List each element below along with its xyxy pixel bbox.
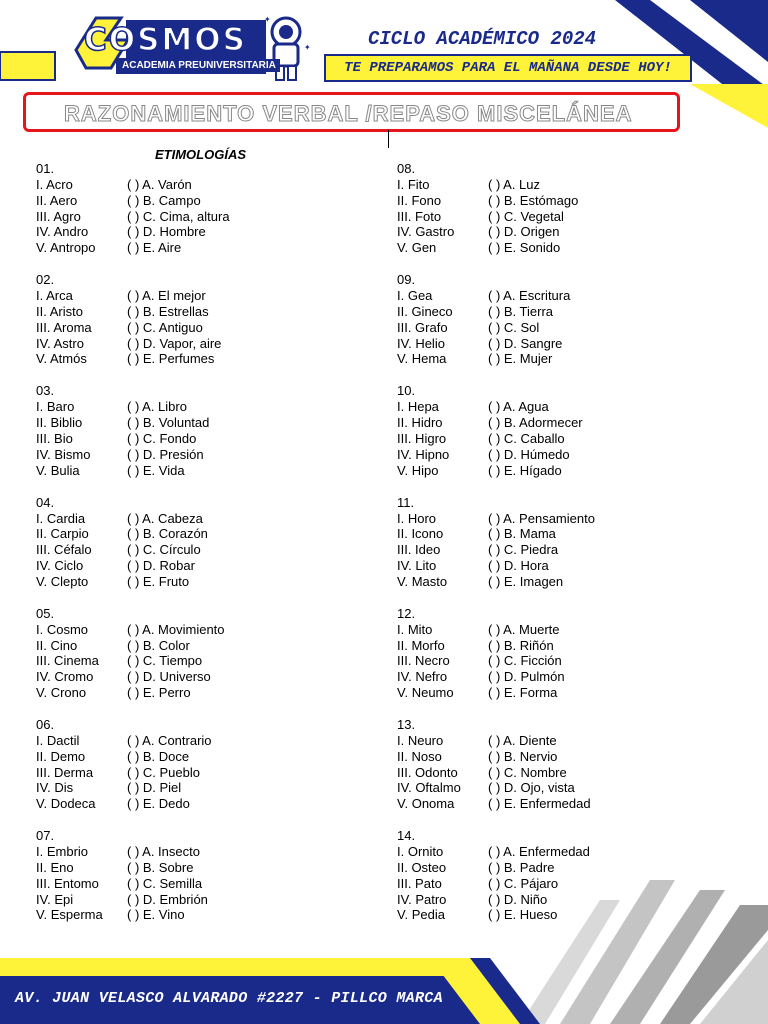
question-number: 03.	[36, 383, 55, 399]
page-title-box	[23, 92, 680, 132]
meaning-option: ( ) D. Presión	[127, 446, 204, 462]
etymology-term: III. Odonto	[397, 764, 458, 780]
logo-subtitle: ACADEMIA PREUNIVERSITARIA	[118, 59, 280, 72]
question-block	[36, 383, 366, 478]
etymology-term: V. Gen	[397, 240, 437, 256]
meaning-option: ( ) E. Enfermedad	[488, 796, 591, 812]
etymology-term: III. Foto	[397, 208, 442, 224]
meaning-option: ( ) D. Ojo, vista	[488, 780, 575, 796]
etymology-term: IV. Hipno	[397, 446, 450, 462]
etymology-term: I. Baro	[36, 399, 75, 415]
match-row	[397, 733, 727, 749]
question-block	[397, 717, 727, 812]
meaning-option: ( ) B. Nervio	[488, 748, 558, 764]
etymology-term: V. Bulia	[36, 462, 80, 478]
match-row	[397, 399, 727, 415]
meaning-option: ( ) C. Cima, altura	[127, 208, 230, 224]
etymology-term: III. Grafo	[397, 319, 448, 335]
match-row	[36, 749, 366, 765]
match-row	[36, 796, 366, 812]
match-row	[397, 685, 727, 701]
match-row	[397, 224, 727, 240]
question-block	[397, 383, 727, 478]
etymology-term: II. Hidro	[397, 415, 443, 431]
match-row	[36, 558, 366, 574]
etymology-term: V. Pedia	[397, 907, 445, 923]
match-row	[36, 622, 366, 638]
match-row	[36, 288, 366, 304]
etymology-term: III. Entomo	[36, 875, 99, 891]
etymology-term: III. Pato	[397, 875, 442, 891]
meaning-option: ( ) D. Húmedo	[488, 446, 570, 462]
etymology-term: IV. Ciclo	[36, 557, 84, 573]
match-row	[397, 463, 727, 479]
etymology-term: III. Aroma	[36, 319, 92, 335]
meaning-option: ( ) C. Ficción	[488, 653, 562, 669]
etymology-term: I. Cardia	[36, 510, 86, 526]
match-row	[397, 876, 727, 892]
meaning-option: ( ) D. Robar	[127, 557, 195, 573]
question-block	[397, 606, 727, 701]
etymology-term: II. Carpio	[36, 526, 89, 542]
match-row	[36, 780, 366, 796]
meaning-option: ( ) E. Fruto	[127, 573, 190, 589]
match-row	[36, 526, 366, 542]
etymology-term: IV. Dis	[36, 780, 74, 796]
etymology-term: V. Hipo	[397, 462, 439, 478]
question-number: 02.	[36, 272, 55, 288]
etymology-term: IV. Patro	[397, 891, 447, 907]
meaning-option: ( ) D. Niño	[488, 891, 548, 907]
meaning-option: ( ) C. Pueblo	[127, 764, 200, 780]
match-row	[397, 860, 727, 876]
etymology-term: II. Demo	[36, 748, 86, 764]
match-row	[397, 844, 727, 860]
etymology-term: IV. Lito	[397, 557, 437, 573]
slogan-text: TE PREPARAMOS PARA EL MAÑANA DESDE HOY!	[344, 60, 672, 76]
meaning-option: ( ) A. Diente	[488, 733, 557, 748]
match-row	[36, 209, 366, 225]
match-row	[397, 240, 727, 256]
academic-cycle-label: CICLO ACADÉMICO 2024	[368, 28, 597, 50]
question-block	[36, 828, 366, 923]
match-row	[36, 511, 366, 527]
question-number: 05.	[36, 605, 55, 621]
match-row	[36, 733, 366, 749]
meaning-option: ( ) D. Hombre	[127, 224, 206, 240]
etymology-term: IV. Astro	[36, 335, 84, 351]
question-block	[36, 495, 366, 590]
meaning-option: ( ) E. Hueso	[488, 907, 558, 923]
meaning-option: ( ) B. Padre	[488, 859, 555, 875]
meaning-option: ( ) B. Tierra	[488, 303, 554, 319]
etymology-term: II. Osteo	[397, 859, 447, 875]
match-row	[36, 415, 366, 431]
etymology-term: II. Fono	[397, 192, 442, 208]
etymology-term: II. Aristo	[36, 303, 83, 319]
etymology-term: II. Morfo	[397, 637, 445, 653]
etymology-term: I. Acro	[36, 177, 73, 192]
etymology-term: II. Biblio	[36, 415, 83, 431]
meaning-option: ( ) A. Enfermedad	[488, 844, 590, 860]
etymology-term: I. Neuro	[397, 733, 444, 748]
match-row	[397, 669, 727, 685]
meaning-option: ( ) B. Campo	[127, 192, 201, 208]
etymology-term: II. Cino	[36, 637, 78, 653]
meaning-option: ( ) E. Perfumes	[127, 351, 215, 367]
meaning-option: ( ) B. Doce	[127, 748, 190, 764]
question-number: 01.	[36, 161, 55, 176]
match-row	[36, 351, 366, 367]
match-row	[397, 574, 727, 590]
meaning-option: ( ) C. Pájaro	[488, 875, 559, 891]
meaning-option: ( ) E. Sonido	[488, 240, 561, 256]
question-block	[36, 272, 366, 367]
question-number: 09.	[397, 272, 416, 288]
meaning-option: ( ) A. Libro	[127, 399, 187, 415]
etymology-term: V. Esperma	[36, 907, 103, 923]
match-row	[36, 447, 366, 463]
meaning-option: ( ) A. Escritura	[488, 288, 571, 304]
question-number: 10.	[397, 383, 416, 399]
match-row	[36, 320, 366, 336]
meaning-option: ( ) A. Pensamiento	[488, 510, 595, 526]
question-number: 06.	[36, 717, 55, 732]
etymology-term: II. Eno	[36, 859, 74, 875]
meaning-option: ( ) A. Muerte	[488, 621, 560, 637]
etymology-term: III. Agro	[36, 208, 81, 224]
meaning-option: ( ) A. Movimiento	[127, 621, 225, 637]
etymology-term: IV. Andro	[36, 224, 89, 240]
match-row	[36, 860, 366, 876]
question-block	[36, 161, 366, 256]
question-number: 13.	[397, 717, 416, 732]
etymology-term: I. Dactil	[36, 733, 80, 748]
meaning-option: ( ) B. Color	[127, 637, 190, 653]
meaning-option: ( ) E. Aire	[127, 240, 182, 256]
meaning-option: ( ) B. Corazón	[127, 526, 208, 542]
match-row	[36, 892, 366, 908]
etymology-term: III. Higro	[397, 430, 447, 446]
etymology-term: I. Cosmo	[36, 621, 89, 637]
match-row	[397, 447, 727, 463]
etymology-term: IV. Cromo	[36, 669, 94, 685]
match-row	[397, 177, 727, 193]
etymology-term: I. Horo	[397, 510, 437, 526]
match-row	[397, 336, 727, 352]
page-title: RAZONAMIENTO VERBAL /REPASO MISCELÁNEA	[64, 101, 633, 126]
etymology-term: III. Cinema	[36, 653, 99, 669]
meaning-option: ( ) C. Antiguo	[127, 319, 203, 335]
match-row	[397, 304, 727, 320]
etymology-term: V. Atmós	[36, 351, 87, 367]
meaning-option: ( ) A. Agua	[488, 399, 549, 415]
match-row	[397, 193, 727, 209]
match-row	[36, 431, 366, 447]
meaning-option: ( ) A. Luz	[488, 177, 541, 192]
meaning-option: ( ) C. Semilla	[127, 875, 203, 891]
meaning-option: ( ) D. Sangre	[488, 335, 563, 351]
meaning-option: ( ) D. Pulmón	[488, 669, 565, 685]
meaning-option: ( ) C. Tiempo	[127, 653, 203, 669]
etymology-term: IV. Nefro	[397, 669, 448, 685]
match-row	[36, 844, 366, 860]
etymology-term: I. Mito	[397, 621, 433, 637]
question-number: 08.	[397, 161, 416, 176]
question-block	[36, 606, 366, 701]
meaning-option: ( ) E. Perro	[127, 684, 191, 700]
meaning-option: ( ) D. Piel	[127, 780, 182, 796]
question-number: 07.	[36, 828, 55, 844]
match-row	[397, 415, 727, 431]
match-row	[397, 653, 727, 669]
etymology-term: I. Ornito	[397, 844, 444, 860]
slogan-box	[324, 54, 692, 82]
match-row	[36, 542, 366, 558]
match-row	[397, 209, 727, 225]
etymology-term: V. Masto	[397, 573, 448, 589]
match-row	[397, 431, 727, 447]
meaning-option: ( ) C. Fondo	[127, 430, 197, 446]
question-number: 11.	[397, 494, 415, 510]
match-row	[36, 765, 366, 781]
etymology-term: IV. Oftalmo	[397, 780, 461, 796]
question-block	[397, 161, 727, 256]
question-number: 12.	[397, 605, 416, 621]
question-block	[397, 495, 727, 590]
text-cursor	[388, 130, 389, 148]
meaning-option: ( ) B. Riñón	[488, 637, 554, 653]
match-row	[397, 351, 727, 367]
meaning-option: ( ) B. Adormecer	[488, 415, 583, 431]
meaning-option: ( ) E. Imagen	[488, 573, 564, 589]
etymology-term: I. Fito	[397, 177, 430, 192]
meaning-option: ( ) C. Vegetal	[488, 208, 564, 224]
etymology-term: II. Aero	[36, 192, 78, 208]
meaning-option: ( ) B. Sobre	[127, 859, 194, 875]
etymology-term: II. Gineco	[397, 303, 453, 319]
match-row	[397, 526, 727, 542]
match-row	[397, 796, 727, 812]
etymology-term: V. Onoma	[397, 796, 455, 812]
etymology-term: V. Hema	[397, 351, 447, 367]
meaning-option: ( ) D. Embrión	[127, 891, 208, 907]
logo-text: COSMOS	[84, 22, 247, 58]
question-block	[36, 717, 366, 812]
question-block	[397, 272, 727, 367]
footer-address: AV. JUAN VELASCO ALVARADO #2227 - PILLCO MARCA	[15, 990, 443, 1007]
match-row	[36, 653, 366, 669]
etymology-term: V. Dodeca	[36, 796, 96, 812]
etymology-term: V. Clepto	[36, 573, 89, 589]
match-row	[36, 177, 366, 193]
etymology-term: I. Arca	[36, 288, 73, 304]
meaning-option: ( ) E. Vino	[127, 907, 185, 923]
meaning-option: ( ) D. Vapor, aire	[127, 335, 222, 351]
match-row	[36, 685, 366, 701]
meaning-option: ( ) B. Estómago	[488, 192, 579, 208]
meaning-option: ( ) C. Círculo	[127, 542, 201, 558]
meaning-option: ( ) B. Voluntad	[127, 415, 210, 431]
etymology-term: III. Necro	[397, 653, 450, 669]
match-row	[36, 463, 366, 479]
match-row	[397, 749, 727, 765]
match-row	[397, 780, 727, 796]
match-row	[397, 638, 727, 654]
meaning-option: ( ) C. Nombre	[488, 764, 567, 780]
meaning-option: ( ) C. Piedra	[488, 542, 559, 558]
meaning-option: ( ) A. Cabeza	[127, 510, 203, 526]
meaning-option: ( ) E. Hígado	[488, 462, 562, 478]
etymology-term: I. Hepa	[397, 399, 439, 415]
etymology-term: IV. Bismo	[36, 446, 91, 462]
etymology-term: III. Derma	[36, 764, 94, 780]
match-row	[397, 622, 727, 638]
etymology-term: II. Icono	[397, 526, 444, 542]
meaning-option: ( ) E. Mujer	[488, 351, 553, 367]
match-row	[36, 399, 366, 415]
match-row	[397, 542, 727, 558]
meaning-option: ( ) B. Mama	[488, 526, 556, 542]
meaning-option: ( ) D. Hora	[488, 557, 549, 573]
meaning-option: ( ) A. Varón	[127, 177, 192, 192]
etymology-term: IV. Helio	[397, 335, 445, 351]
match-row	[36, 574, 366, 590]
question-number: 14.	[397, 828, 416, 844]
etymology-term: I. Gea	[397, 288, 433, 304]
meaning-option: ( ) E. Dedo	[127, 796, 190, 812]
etymology-term: IV. Gastro	[397, 224, 455, 240]
etymology-term: I. Embrio	[36, 844, 89, 860]
meaning-option: ( ) D. Origen	[488, 224, 560, 240]
etymology-term: V. Antropo	[36, 240, 96, 256]
match-row	[36, 240, 366, 256]
match-row	[397, 907, 727, 923]
match-row	[36, 907, 366, 923]
meaning-option: ( ) C. Caballo	[488, 430, 565, 446]
etymology-term: IV. Epi	[36, 891, 74, 907]
meaning-option: ( ) B. Estrellas	[127, 303, 209, 319]
match-row	[397, 320, 727, 336]
svg-text:✦: ✦	[264, 15, 271, 24]
match-row	[397, 765, 727, 781]
match-row	[397, 558, 727, 574]
etymology-term: V. Crono	[36, 684, 87, 700]
etymology-term: III. Bio	[36, 430, 73, 446]
etymology-term: V. Neumo	[397, 684, 454, 700]
meaning-option: ( ) A. Contrario	[127, 733, 212, 748]
meaning-option: ( ) D. Universo	[127, 669, 211, 685]
match-row	[36, 669, 366, 685]
etymology-term: III. Ideo	[397, 542, 441, 558]
match-row	[36, 224, 366, 240]
etymology-term: II. Noso	[397, 748, 442, 764]
academy-logo	[66, 10, 311, 84]
match-row	[397, 892, 727, 908]
meaning-option: ( ) C. Sol	[488, 319, 540, 335]
match-row	[36, 638, 366, 654]
match-row	[36, 876, 366, 892]
section-heading: ETIMOLOGÍAS	[155, 147, 246, 162]
meaning-option: ( ) E. Vida	[127, 462, 185, 478]
svg-text:✦: ✦	[304, 43, 311, 52]
match-row	[36, 304, 366, 320]
meaning-option: ( ) A. Insecto	[127, 844, 200, 860]
match-row	[397, 511, 727, 527]
meaning-option: ( ) E. Forma	[488, 684, 558, 700]
question-number: 04.	[36, 494, 55, 510]
match-row	[36, 193, 366, 209]
question-block	[397, 828, 727, 923]
etymology-term: III. Céfalo	[36, 542, 92, 558]
meaning-option: ( ) A. El mejor	[127, 288, 206, 304]
match-row	[36, 336, 366, 352]
match-row	[397, 288, 727, 304]
